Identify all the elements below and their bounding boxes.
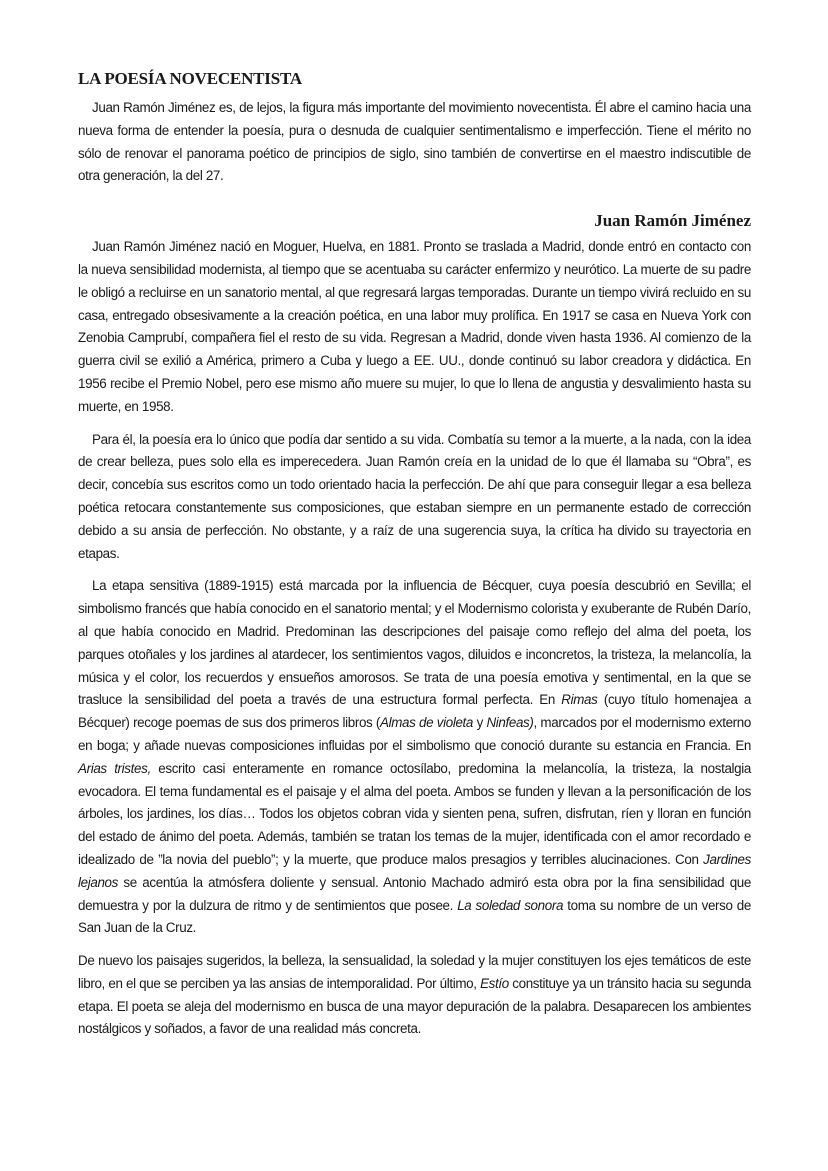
biography-paragraph: Juan Ramón Jiménez nació en Moguer, Huelva, en 1881. Pronto se traslada a Madrid, donde entró en contacto con la nueva sensibilidad modernista, al tiempo que se acentuaba su carácter enfermizo y neurótico. La muerte de su padre le obligó a recluirse en un sanatorio mental, al que regresará largas temporadas. Durante un tiempo vivirá recluido en su casa, entregado obsesivamente a la creación poética, en una labor muy prolífica. En 1917 se casa en Nueva York con Zenobia Camprubí, compañera fiel el resto de su vida. Regresan a Madrid, donde viven hasta 1936. Al comienzo de la guerra civil se exilió a América, primero a Cuba y luego a EE. UU., donde continuó su labor creadora y didáctica. En 1956 recibe el Premio Nobel, pero ese mismo año muere su mujer, lo que lo llena de angustia y desvalimiento hasta su muerte, en 1958. <box>78 239 751 414</box>
section-title: Juan Ramón Jiménez <box>594 211 751 231</box>
poetics-paragraph: Para él, la poesía era lo único que podía dar sentido a su vida. Combatía su temor a la muerte, a la nada, con la idea de crear belleza, pues solo ella es imperecedera. Juan Ramón creía en la unidad de lo que él llamaba su “Obra”, es decir, concebía sus escritos como un todo orientado hacia la perfección. De ahí que para conseguir llegar a esa belleza poética retocara constantemente sus composiciones, que estaban siempre en un permanente estado de corrección debido a su ansia de perfección. No obstante, y a raíz de una sugerencia suya, la crítica ha divido su trayectoria en etapas. <box>78 431 751 561</box>
book-title-arias-tristes: Arias tristes, <box>78 760 151 776</box>
closing-paragraph <box>78 950 751 1041</box>
intro-paragraph: Juan Ramón Jiménez es, de lejos, la figura más importante del movimiento novecentista. Él abre el camino hacia una nueva forma de entender la poesía, pura o desnuda de cualquier sentimentalismo e imperfección. Tiene el mérito no sólo de renovar el panorama poético de principios de siglo, sino también de convertirse en el maestro indiscutible de otra generación, la del 27. <box>78 100 751 184</box>
book-title-rimas: Rimas <box>561 692 598 708</box>
document-page <box>78 68 751 1051</box>
text-run: (cuyo título homenajea a Bécquer) recoge poemas de sus dos primeros libros ( <box>78 692 751 731</box>
text-run: se acentúa la atmósfera doliente y sensual. Antonio Machado admiró esta obra por la fina sensibilidad que demuestra y por la dulzura de ritmo y de sentimientos que posee. <box>78 874 751 913</box>
text-run: constituye ya un tránsito hacia su segunda etapa. El poeta se aleja del modernismo en busca de una mayor depuración de la palabra. Desaparecen los ambientes nostálgicos y soñados, a favor de una realidad más concreta. <box>78 975 751 1037</box>
document-title: LA POESÍA NOVECENTISTA <box>78 69 302 88</box>
text-run: De nuevo los paisajes sugeridos, la belleza, la sensualidad, la soledad y la mujer constituyen los ejes temáticos de este libro, en el que se perciben ya las ansias de intemporalidad. Por último, <box>78 953 751 991</box>
text-run: toma su nombre de un verso de San Juan de la Cruz. <box>78 897 751 936</box>
book-title-ninfeas: Ninfeas) <box>486 715 534 731</box>
text-run: y <box>473 715 487 731</box>
text-run: La etapa sensitiva (1889-1915) está marcada por la influencia de Bécquer, cuya poesía descubrió en Sevilla; el simbolismo francés que había conocido en el sanatorio mental; y el Modernismo colorista y exuberante de Rubén Darío, al que había conocido en Madrid. Predominan las descripciones del paisaje como reflejo del alma del poeta, los parques otoñales y los jardines al atardecer, los sentimientos vagos, diluidos e inconcretos, la tristeza, la melancolía, la música y el color, los recuerdos y ensueños amorosos. Se trata de una poesía emotiva y sentimental, en la que se trasluce la sensibilidad del poeta a través de una estructura formal perfecta. En <box>78 578 751 708</box>
text-run: , marcados por el modernismo externo en boga; y añade nuevas composiciones influidas por el simbolismo que conoció durante su estancia en Francia. En <box>78 715 751 753</box>
sensitive-stage-paragraph <box>78 575 751 940</box>
text-run: escrito casi enteramente en romance octosílabo, predomina la melancolía, la tristeza, la nostalgia evocadora. El tema fundamental es el paisaje y el alma del poeta. Ambos se funden y llevan a la personificación de los árboles, los jardines, los días… Todos los objetos cobran vida y sienten pena, sufren, disfrutan, ríen y lloran en función del estado de ánimo del poeta. Además, también se tratan los temas de la mujer, identificada con el amor recordado e idealizado de ”la novia del pueblo”; y la muerte, que produce malos presagios y terribles alucinaciones. Con <box>78 760 752 867</box>
book-title-jardines-lejanos: Jardines lejanos <box>78 851 751 890</box>
book-title-estio: Estío <box>480 975 509 991</box>
book-title-la-soledad-sonora: La soledad sonora <box>457 897 564 913</box>
book-title-almas-de-violeta: Almas de violeta <box>380 715 474 731</box>
